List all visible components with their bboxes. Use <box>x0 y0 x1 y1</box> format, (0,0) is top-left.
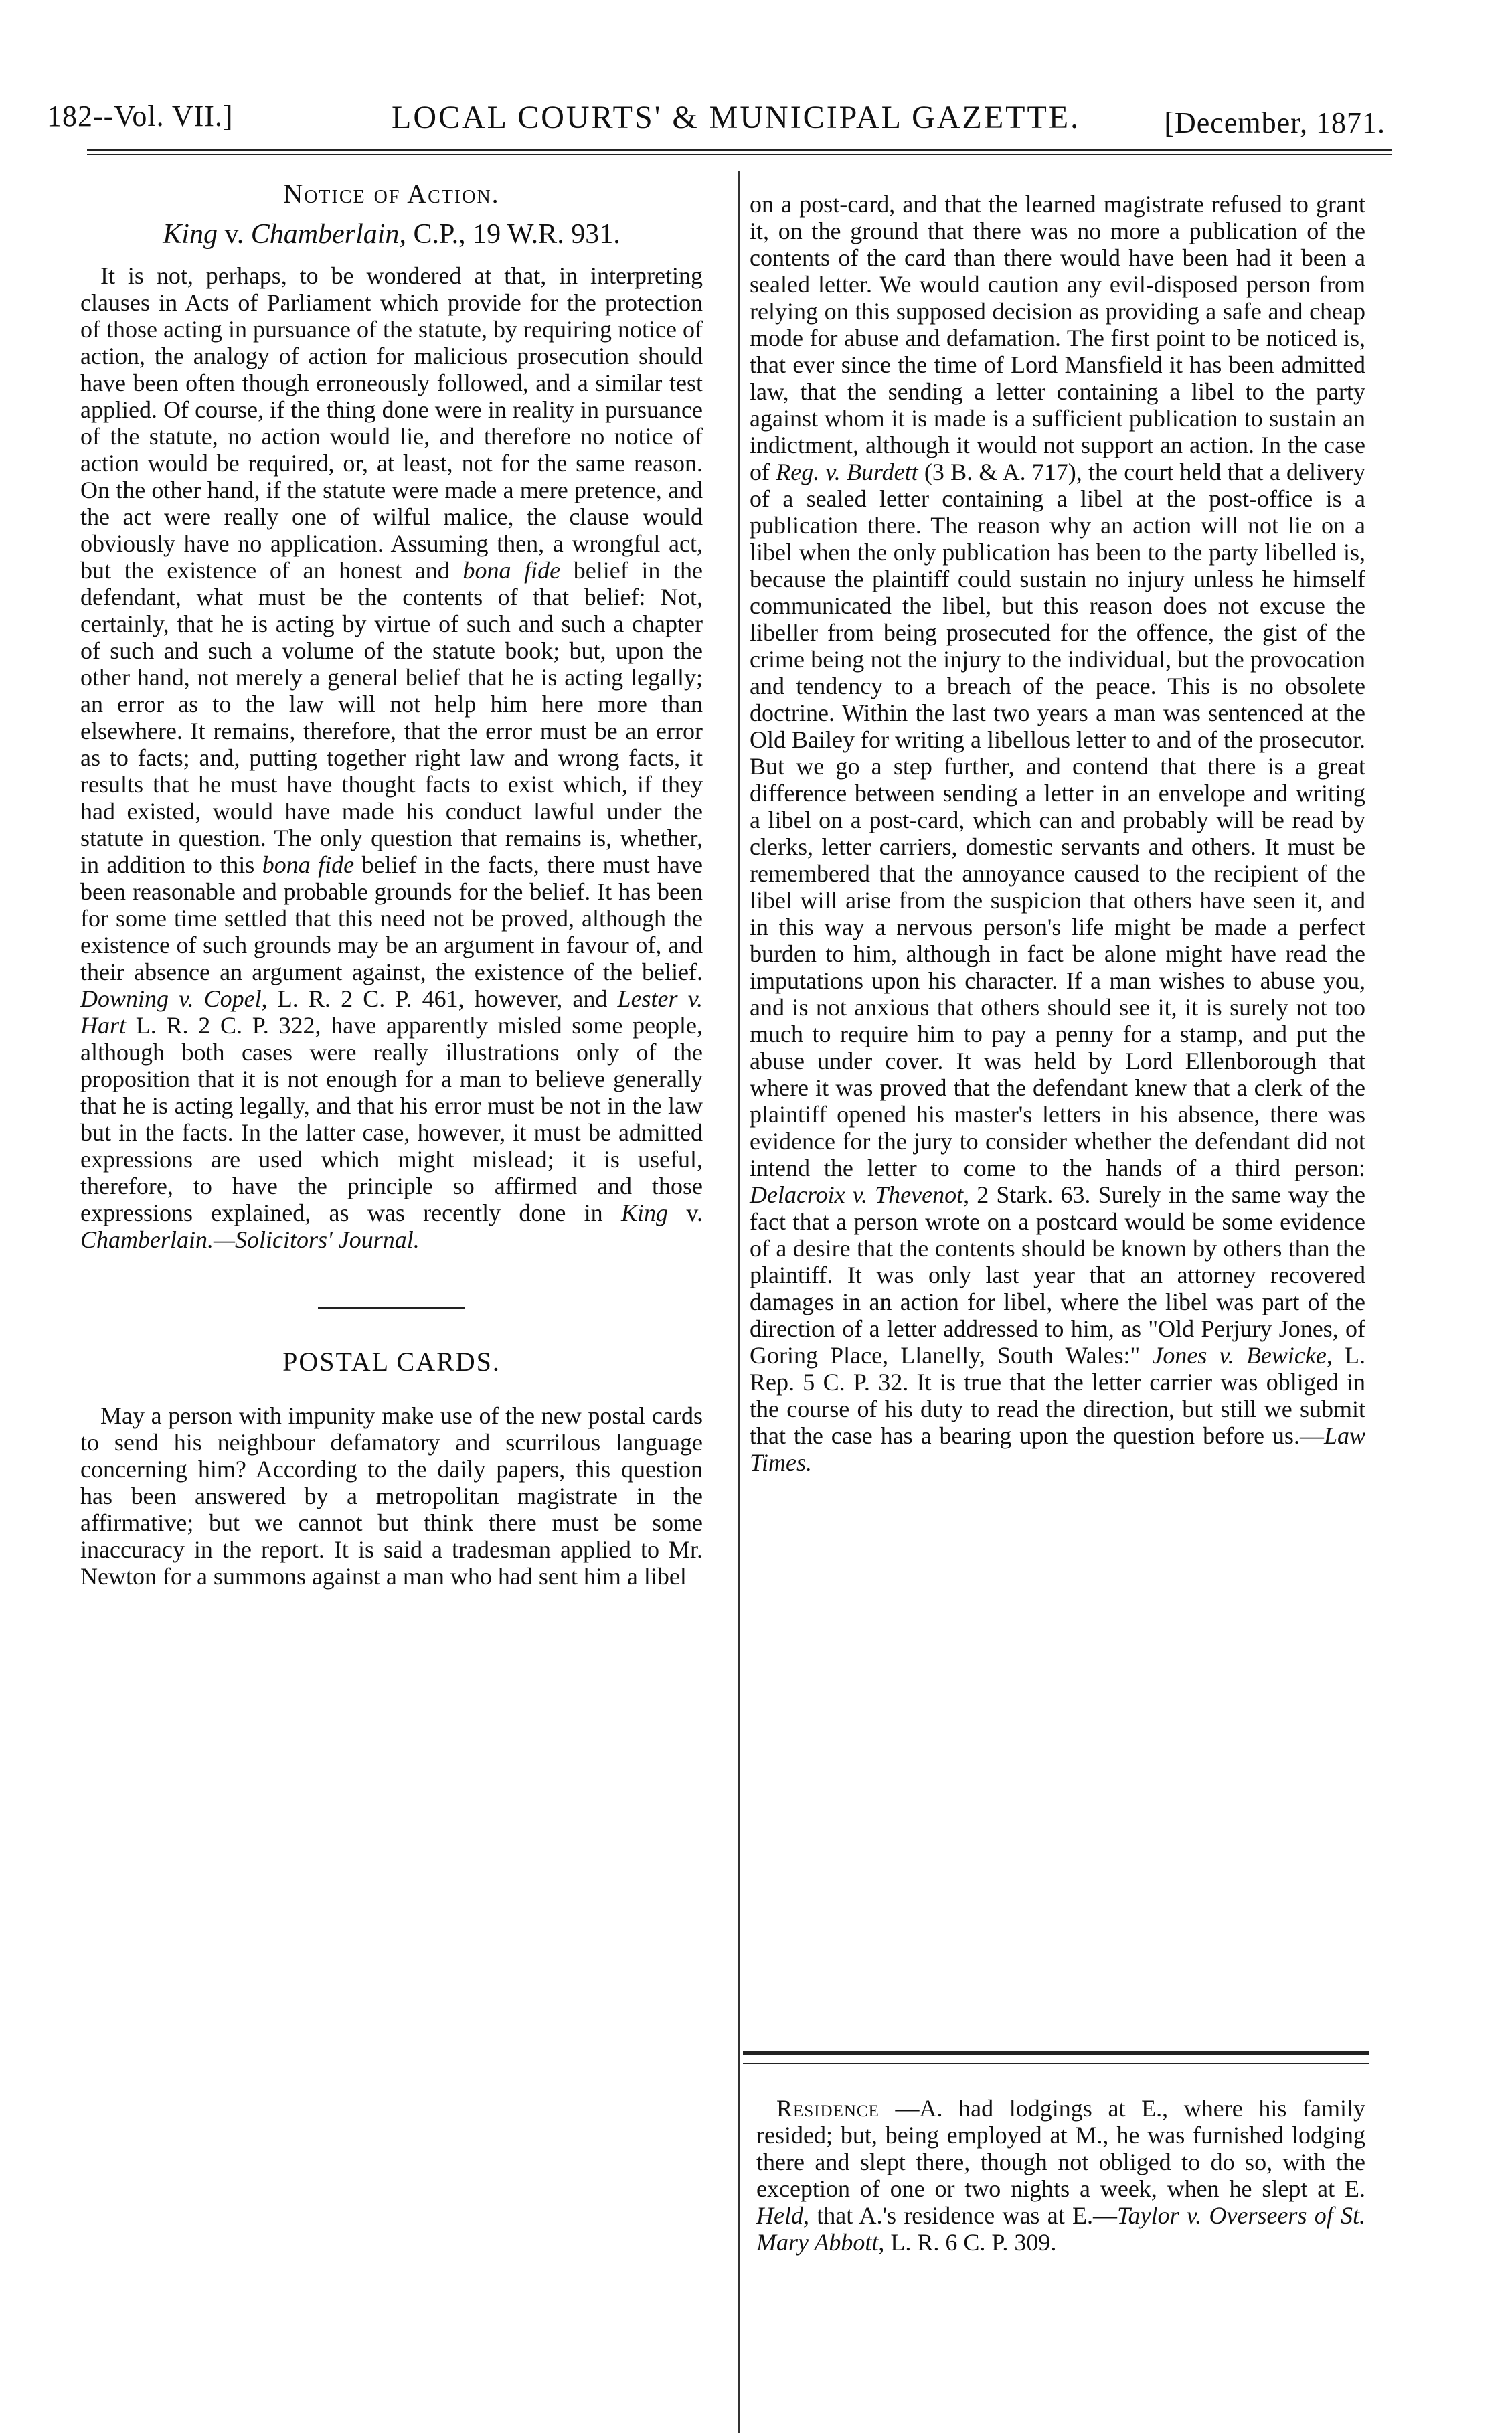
notice-text-a: It is not, perhaps, to be wondered at that, in interpreting clauses in Acts of Parliament which provide for the protection of those acting in pursuance of the statute, by requiring notice of action, the analogy of action for malicious prosecution should have been often though erroneously followed, and a similar test applied. Of course, if the thing done were in reality in pursuance of the statute, no action would lie, and therefore no notice of action would be required, or, at least, not for the same reason. On the other hand, if the statute were made a mere pretence, and the act were really one of wilful malice, the clause would obviously have no application. Assuming then, a wrongful act, but the existence of an honest and <box>80 262 703 584</box>
postal-text-b: (3 B. & A. 717), the court held that a delivery of a sealed letter containing a libel at the post-office is a publication there. The reason why an action will not lie on a libel when the only publication has been to the party libelled is, because the plaintiff could sustain no injury unless he himself communicated the libel, but this reason does not excuse the libeller from being prosecuted for the offence, the gist of the crime being not the injury to the individual, but the provocation and tendency to a breach of the peace. This is no obsolete doctrine. Within the last two years a man was sentenced at the Old Bailey for writing a libellous letter to and of the prosecutor. But we go a step further, and contend that there is a great difference between sending a letter in an envelope and writing a libel on a post-card, which can and probably will be read by clerks, letter carriers, domestic servants and others. It must be remembered that the annoyance caused to the recipient of the libel will arise from the suspicion that others have seen it, and in this way a nervous person's life might be made a perfect burden to him, although in fact be alone might have read the imputations upon his character. If a man wishes to abuse you, and is not anxious that others should see it, it is surely not too much to require him to pay a penny for a stamp, and put the abuse under cover. It was held by Lord Ellenborough that where it was proved that the defendant knew that a clerk of the plaintiff opened his master's letters in his absence, there was evidence for the jury to consider whether the defendant did not intend the letter to come to the hands of a third person: <box>750 458 1366 1181</box>
notice-of-action-title: Notice of Action. <box>283 179 500 209</box>
residence-citation: , L. R. 6 C. P. 309. <box>878 2229 1057 2256</box>
notice-case-king: King <box>621 1199 669 1226</box>
section-divider <box>318 1307 465 1309</box>
case-heading <box>80 221 703 248</box>
postal-paragraph-start: May a person with impunity make use of the new postal cards to send his neighbour defamatory and scurrilous language concerning him? According to the daily papers, this question has been answered by a metropolitan magistrate in the affirmative; but we cannot but think there must be some inaccuracy in the report. It is said a tradesman applied to Mr. Newton for a summons against a man who had sent him a libel <box>80 1402 703 1590</box>
case-name-2: Chamberlain <box>250 219 400 250</box>
residence-text-b: , that A.'s residence was at E.— <box>803 2202 1117 2229</box>
header-page-volume: 182--Vol. VII.] <box>47 100 234 133</box>
notice-text-f: v. <box>668 1199 703 1226</box>
residence-text-a: —A. had lodgings at E., where his family resided; but, being employed at M., he was furnished lodging there and slept there, though not obliged to do so, with the exception of one or two nights a week, when he slept at E. <box>756 2095 1365 2202</box>
residence-label: Residence <box>776 2095 879 2122</box>
notice-case-downing: Downing v. Copel <box>80 985 262 1012</box>
right-column <box>750 191 1365 1476</box>
column-divider <box>738 171 740 2433</box>
postal-case-delacroix: Delacroix v. Thevenot <box>750 1181 964 1208</box>
notice-italic-bona-fide-2: bona fide <box>262 851 355 878</box>
postal-text-c: , 2 Stark. 63. Surely in the same way the fact that a person wrote on a postcard would be some evidence of a desire that the contents should be known by others than the plaintiff. It was only last year that an attorney recovered damages in an action for libel, where the libel was part of the direction of a letter addressed to him, as "Old Perjury Jones, of Goring Place, Llanelly, South Wales:" <box>750 1181 1365 1369</box>
postal-text-a: on a post-card, and that the learned magistrate refused to grant it, on the ground that there was no more a publication of the contents of the card than there would have been had it been a sealed letter. We would caution any evil-disposed person from relying on this supposed decision as providing a safe and cheap mode for abuse and defamation. The first point to be noticed is, that ever since the time of Lord Mansfield it has been admitted law, that the sending a letter containing a libel to the party against whom it is made is a sufficient publication to sustain an indictment, although it would not support an action. In the case of <box>750 191 1365 485</box>
postal-cards-title: POSTAL CARDS. <box>282 1347 501 1377</box>
postal-source: Law Times. <box>750 1422 1365 1476</box>
notice-text-b: belief in the defendant, what must be the contents of that belief: Not, certainly, that he is acting by virtue of such and such a chapter of such and such a volume of the statute book; but, upon the other hand, not merely a general belief that he is acting legally; an error as to the law will not help him here more than elsewhere. It remains, therefore, that the error must be an error as to facts; and, putting together right law and wrong facts, it results that he must have thought facts to exist which, if they had existed, would have made his conduct lawful under the statute in question. The only question that remains is, whether, in addition to this <box>80 557 703 878</box>
residence-divider <box>743 2051 1369 2064</box>
case-v: v. <box>217 219 251 250</box>
notice-case-lester: Lester v. Hart <box>80 985 703 1039</box>
notice-text-c: belief in the facts, there must have been reasonable and probable grounds for the belief. It has been for some time settled that this need not be proved, although the existence of such grounds may be an argument in favour of, and their absence an argument against, the existence of the belief. <box>80 851 703 985</box>
postal-paragraph-continued <box>750 191 1365 1476</box>
postal-case-jones: Jones v. Bewicke <box>1152 1342 1327 1369</box>
case-citation: , C.P., 19 W.R. 931. <box>399 219 620 250</box>
notice-text-d: , L. R. 2 C. P. 461, however, and <box>261 985 618 1012</box>
residence-note <box>756 2095 1365 2256</box>
notice-paragraph <box>80 262 703 1253</box>
left-column <box>80 181 703 1590</box>
header-publication-title: LOCAL COURTS' & MUNICIPAL GAZETTE. <box>392 100 1081 135</box>
header-date: [December, 1871. <box>1164 106 1385 139</box>
postal-case-burdett: Reg. v. Burdett <box>776 458 918 485</box>
header-rule <box>87 149 1392 155</box>
notice-source-journal: Chamberlain.—Solicitors' Journal. <box>80 1226 420 1253</box>
postal-text-d: , L. Rep. 5 C. P. 32. It is true that the letter carrier was obliged in the course of his duty to read the direction, but still we submit that the case has a bearing upon the question before us.— <box>750 1342 1365 1449</box>
residence-paragraph <box>756 2095 1365 2256</box>
page-header <box>47 87 1385 141</box>
case-name-1: King <box>163 219 218 250</box>
residence-case: Taylor v. Overseers of St. Mary Abbott <box>756 2202 1365 2256</box>
notice-italic-bona-fide-1: bona fide <box>463 557 561 584</box>
notice-text-e: L. R. 2 C. P. 322, have apparently misled some people, although both cases were really illustrations only of the proposition that it is not enough for a man to believe generally that he is acting legally, and that his error must be not in the law but in the facts. In the latter case, however, it must be admitted expressions are used which might mislead; it is useful, therefore, to have the principle so affirmed and those expressions explained, as was recently done in <box>80 1012 703 1226</box>
residence-held: Held <box>756 2202 803 2229</box>
